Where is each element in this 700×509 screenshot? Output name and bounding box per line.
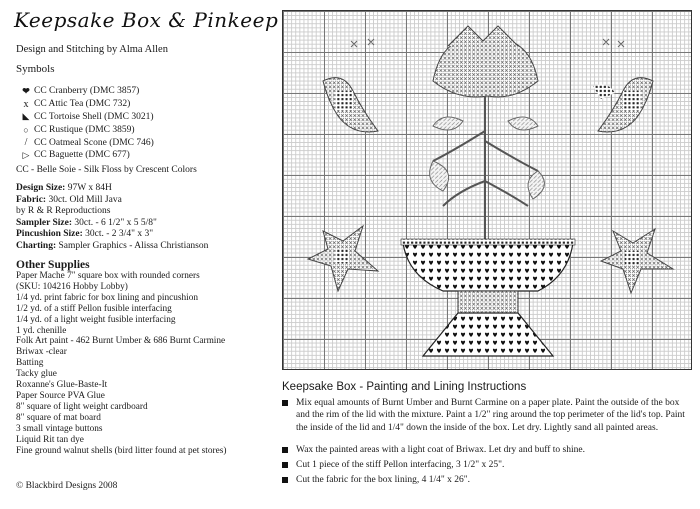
x-icon: x (23, 98, 29, 110)
list-item: 8" square of light weight cardboard (16, 401, 148, 412)
supplies-list (16, 271, 276, 456)
list-item: Batting (16, 358, 44, 369)
thread-brand-note: CC - Belle Soie - Silk Floss by Crescent Colors (16, 165, 197, 175)
symbol-row-cranberry (18, 85, 268, 98)
symbol-label: CC Tortoise Shell (DMC 3021) (34, 111, 154, 122)
spec-fabric: Fabric: 30ct. Old Mill Java (16, 194, 122, 205)
symbol-row-attic-tea (18, 98, 268, 111)
list-item: 8" square of mat board (16, 412, 101, 423)
list-item: 1/4 yd. of a light weight fusible interfacing (16, 314, 176, 325)
symbol-row-oatmeal-scone (18, 136, 268, 149)
spec-charting: Charting: Sampler Graphics - Alissa Christianson (16, 240, 209, 251)
bullet-icon (282, 400, 288, 406)
list-item: 3 small vintage buttons (16, 423, 103, 434)
slash-icon: / (24, 137, 28, 149)
instruction-step: Cut the fabric for the box lining, 4 1/4" x 26". (282, 474, 694, 486)
triangle-right-icon: ▷ (22, 149, 30, 160)
spec-pincushion-size: Pincushion Size: 30ct. - 2 3/4" x 3" (16, 229, 154, 240)
spec-design-size: Design Size: 97W x 84H (16, 183, 112, 193)
page-title: Keepsake Box & Pinkeep (14, 8, 279, 32)
heart-icon: ❤ (22, 85, 30, 96)
list-item: Tacky glue (16, 369, 57, 380)
list-item: (SKU: 104216 Hobby Lobby) (16, 281, 128, 292)
copyright-notice: © Blackbird Designs 2008 (16, 481, 118, 491)
symbol-label: CC Cranberry (DMC 3857) (34, 86, 140, 97)
symbols-heading: Symbols (16, 63, 55, 75)
symbol-row-rustique (18, 123, 268, 136)
list-item: Paper Mache 7" square box with rounded corners (16, 271, 200, 281)
instructions-heading: Keepsake Box - Painting and Lining Instructions (282, 381, 527, 393)
bullet-icon (282, 477, 288, 483)
spec-sampler-size: Sampler Size: 30ct. - 6 1/2" x 5 5/8" (16, 217, 157, 228)
symbol-legend (18, 85, 268, 162)
list-item: Briwax -clear (16, 347, 67, 358)
list-item: Liquid Rit tan dye (16, 434, 84, 445)
list-item: 1 yd. chenille (16, 325, 67, 336)
symbol-label: CC Rustique (DMC 3859) (34, 124, 135, 135)
symbol-label: CC Oatmeal Scone (DMC 746) (34, 137, 154, 148)
bullet-icon (282, 447, 288, 453)
symbol-row-tortoise-shell (18, 111, 268, 124)
triangle-corner-icon: ◣ (22, 111, 30, 122)
list-item: Fine ground walnut shells (bird litter found at pet stores) (16, 445, 227, 456)
list-item: Roxanne's Glue-Baste-It (16, 380, 108, 391)
supplies-heading: Other Supplies (16, 259, 90, 271)
spec-fabric-source: by R & R Reproductions (16, 206, 111, 217)
symbol-row-baguette (18, 149, 268, 162)
instruction-step: Mix equal amounts of Burnt Umber and Burnt Carmine on a paper plate. Paint the outside of the box and the rim of the lid with the mixture. Paint a 1/2" ring around the top perimeter of the lid's top. Paint the inside of the lid and 1/4" down the inside of the box. Let dry. Lightly sand all painted areas. (282, 397, 694, 434)
list-item: Paper Source PVA Glue (16, 390, 105, 401)
chart-motif (283, 11, 692, 370)
circle-icon: ○ (23, 124, 29, 135)
instruction-step: Wax the painted areas with a light coat of Briwax. Let dry and buff to shine. (282, 444, 694, 456)
cross-stitch-chart (282, 10, 692, 370)
list-item: 1/4 yd. print fabric for box lining and pincushion (16, 292, 199, 303)
designer-byline: Design and Stitching by Alma Allen (16, 44, 168, 55)
list-item: Folk Art paint - 462 Burnt Umber & 686 Burnt Carmine (16, 336, 226, 347)
bullet-icon (282, 462, 288, 468)
instruction-step: Cut 1 piece of the stiff Pellon interfacing, 3 1/2" x 25". (282, 459, 694, 471)
symbol-label: CC Attic Tea (DMC 732) (34, 99, 131, 110)
symbol-label: CC Baguette (DMC 677) (34, 150, 130, 161)
list-item: 1/2 yd. of a stiff Pellon fusible interfacing (16, 303, 172, 314)
design-specs (16, 183, 274, 253)
